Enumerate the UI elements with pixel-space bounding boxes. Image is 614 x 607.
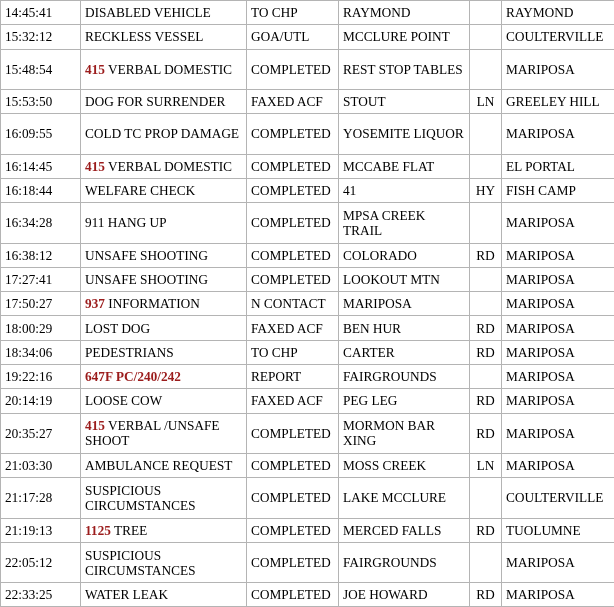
city-cell <box>502 25 614 49</box>
city-text: MARIPOSA <box>506 344 575 360</box>
incident-text: VERBAL /UNSAFE SHOOT <box>85 418 220 449</box>
status-cell <box>247 267 339 291</box>
status-text: FAXED ACF <box>251 393 323 409</box>
time-cell <box>1 89 81 113</box>
street-type-cell <box>470 389 502 413</box>
city-text: MARIPOSA <box>506 555 575 571</box>
street-type-cell <box>470 203 502 243</box>
street-type-text: RD <box>476 522 495 538</box>
location-cell <box>339 478 470 518</box>
status-cell <box>247 340 339 364</box>
location-cell <box>339 389 470 413</box>
incident-cell <box>81 389 247 413</box>
location-text: MOSS CREEK <box>343 458 427 474</box>
location-cell <box>339 583 470 607</box>
time-cell <box>1 49 81 89</box>
status-cell <box>247 454 339 478</box>
city-cell <box>502 243 614 267</box>
incident-code: 415 <box>85 61 105 77</box>
city-cell <box>502 542 614 582</box>
table-row <box>1 413 614 453</box>
table-row <box>1 389 614 413</box>
status-cell <box>247 154 339 178</box>
incident-text: AMBULANCE REQUEST <box>85 458 233 474</box>
city-cell <box>502 478 614 518</box>
time-cell <box>1 178 81 202</box>
time-cell <box>1 292 81 316</box>
city-cell <box>502 316 614 340</box>
status-text: COMPLETED <box>251 587 331 603</box>
street-type-cell <box>470 340 502 364</box>
incident-cell <box>81 178 247 202</box>
city-text: COULTERVILLE <box>506 29 604 45</box>
incident-cell <box>81 413 247 453</box>
location-text: PEG LEG <box>343 393 398 409</box>
incident-text: PEDESTRIANS <box>85 344 174 360</box>
time-text: 17:50:27 <box>5 296 53 312</box>
incident-text: RECKLESS VESSEL <box>85 29 204 45</box>
street-type-cell <box>470 89 502 113</box>
location-text: LOOKOUT MTN <box>343 272 440 288</box>
street-type-text: RD <box>476 425 495 441</box>
location-text: MCCABE FLAT <box>343 158 435 174</box>
city-text: FISH CAMP <box>506 183 576 199</box>
street-type-cell <box>470 154 502 178</box>
time-cell <box>1 518 81 542</box>
location-cell <box>339 413 470 453</box>
location-text: YOSEMITE LIQUOR <box>343 126 464 142</box>
table-row <box>1 203 614 243</box>
location-cell <box>339 89 470 113</box>
status-cell <box>247 89 339 113</box>
location-text: MPSA CREEK TRAIL <box>343 207 426 238</box>
incident-cell <box>81 203 247 243</box>
incident-text: LOST DOG <box>85 320 151 336</box>
street-type-cell <box>470 365 502 389</box>
time-cell <box>1 203 81 243</box>
city-text: MARIPOSA <box>506 215 575 231</box>
city-cell <box>502 89 614 113</box>
location-cell <box>339 178 470 202</box>
incident-cell <box>81 583 247 607</box>
city-text: MARIPOSA <box>506 587 575 603</box>
incident-text: LOOSE COW <box>85 393 163 409</box>
location-cell <box>339 292 470 316</box>
city-text: MARIPOSA <box>506 272 575 288</box>
table-row <box>1 89 614 113</box>
table-row <box>1 583 614 607</box>
city-text: GREELEY HILL <box>506 94 600 110</box>
city-text: RAYMOND <box>506 5 574 21</box>
status-text: COMPLETED <box>251 183 331 199</box>
city-cell <box>502 203 614 243</box>
location-text: BEN HUR <box>343 320 401 336</box>
incident-cell <box>81 49 247 89</box>
street-type-cell <box>470 114 502 154</box>
incident-text: WELFARE CHECK <box>85 183 196 199</box>
status-text: COMPLETED <box>251 490 331 506</box>
time-text: 21:17:28 <box>5 490 53 506</box>
location-text: LAKE MCCLURE <box>343 490 447 506</box>
incident-text: SUSPICIOUS CIRCUMSTANCES <box>85 547 196 578</box>
time-cell <box>1 389 81 413</box>
incident-cell <box>81 542 247 582</box>
time-cell <box>1 340 81 364</box>
status-cell <box>247 25 339 49</box>
city-text: MARIPOSA <box>506 61 575 77</box>
time-text: 22:33:25 <box>5 587 53 603</box>
status-text: TO CHP <box>251 5 298 21</box>
location-cell <box>339 542 470 582</box>
location-cell <box>339 316 470 340</box>
location-cell <box>339 203 470 243</box>
city-cell <box>502 583 614 607</box>
city-cell <box>502 1 614 25</box>
status-cell <box>247 203 339 243</box>
time-cell <box>1 1 81 25</box>
time-text: 16:14:45 <box>5 158 53 174</box>
status-text: COMPLETED <box>251 247 331 263</box>
location-cell <box>339 25 470 49</box>
incident-code: 937 <box>85 296 105 312</box>
time-text: 15:53:50 <box>5 94 53 110</box>
city-cell <box>502 518 614 542</box>
time-cell <box>1 267 81 291</box>
status-cell <box>247 316 339 340</box>
table-row <box>1 154 614 178</box>
incident-text: VERBAL DOMESTIC <box>108 158 233 174</box>
city-text: MARIPOSA <box>506 320 575 336</box>
street-type-cell <box>470 292 502 316</box>
time-cell <box>1 25 81 49</box>
city-text: COULTERVILLE <box>506 490 604 506</box>
status-text: COMPLETED <box>251 158 331 174</box>
incident-text: TREE <box>113 522 148 538</box>
city-cell <box>502 292 614 316</box>
location-cell <box>339 49 470 89</box>
incident-code: 1125 <box>85 522 111 538</box>
location-cell <box>339 267 470 291</box>
incident-log-body <box>1 1 614 607</box>
incident-text: UNSAFE SHOOTING <box>85 272 209 288</box>
city-cell <box>502 413 614 453</box>
time-text: 16:34:28 <box>5 215 53 231</box>
city-text: MARIPOSA <box>506 296 575 312</box>
status-cell <box>247 478 339 518</box>
incident-cell <box>81 454 247 478</box>
location-text: RAYMOND <box>343 5 411 21</box>
time-cell <box>1 413 81 453</box>
incident-code: 415 <box>85 418 105 434</box>
time-cell <box>1 365 81 389</box>
incident-cell <box>81 365 247 389</box>
city-cell <box>502 49 614 89</box>
table-row <box>1 454 614 478</box>
location-text: 41 <box>343 183 357 199</box>
table-row <box>1 518 614 542</box>
status-cell <box>247 178 339 202</box>
table-row <box>1 178 614 202</box>
status-cell <box>247 413 339 453</box>
time-text: 22:05:12 <box>5 555 53 571</box>
location-text: MERCED FALLS <box>343 522 442 538</box>
street-type-cell <box>470 267 502 291</box>
incident-text: COLD TC PROP DAMAGE <box>85 126 240 142</box>
location-text: MARIPOSA <box>343 296 412 312</box>
time-text: 16:18:44 <box>5 183 53 199</box>
location-text: MORMON BAR XING <box>343 418 435 449</box>
time-text: 19:22:16 <box>5 369 53 385</box>
location-cell <box>339 243 470 267</box>
incident-text: VERBAL DOMESTIC <box>108 61 233 77</box>
status-text: COMPLETED <box>251 215 331 231</box>
status-cell <box>247 114 339 154</box>
incident-cell <box>81 154 247 178</box>
location-text: FAIRGROUNDS <box>343 555 437 571</box>
street-type-cell <box>470 454 502 478</box>
location-cell <box>339 1 470 25</box>
status-cell <box>247 292 339 316</box>
city-cell <box>502 114 614 154</box>
location-text: MCCLURE POINT <box>343 29 450 45</box>
location-cell <box>339 114 470 154</box>
street-type-text: RD <box>476 587 495 603</box>
incident-cell <box>81 292 247 316</box>
location-text: STOUT <box>343 94 386 110</box>
time-cell <box>1 316 81 340</box>
status-text: COMPLETED <box>251 272 331 288</box>
incident-cell <box>81 518 247 542</box>
status-cell <box>247 583 339 607</box>
incident-text: WATER LEAK <box>85 587 169 603</box>
time-text: 20:35:27 <box>5 425 53 441</box>
location-text: CARTER <box>343 344 395 360</box>
status-text: COMPLETED <box>251 458 331 474</box>
status-cell <box>247 1 339 25</box>
status-cell <box>247 49 339 89</box>
city-cell <box>502 267 614 291</box>
time-text: 14:45:41 <box>5 5 53 21</box>
city-text: EL PORTAL <box>506 158 575 174</box>
incident-cell <box>81 25 247 49</box>
table-row <box>1 114 614 154</box>
time-cell <box>1 154 81 178</box>
street-type-text: RD <box>476 320 495 336</box>
city-text: TUOLUMNE <box>506 522 581 538</box>
street-type-cell <box>470 178 502 202</box>
street-type-text: RD <box>476 393 495 409</box>
time-text: 18:00:29 <box>5 320 53 336</box>
time-text: 21:19:13 <box>5 522 53 538</box>
street-type-cell <box>470 25 502 49</box>
incident-text: INFORMATION <box>108 296 200 312</box>
street-type-cell <box>470 518 502 542</box>
incident-cell <box>81 316 247 340</box>
table-row <box>1 25 614 49</box>
city-cell <box>502 365 614 389</box>
location-cell <box>339 454 470 478</box>
status-cell <box>247 389 339 413</box>
status-text: GOA/UTL <box>251 29 310 45</box>
status-cell <box>247 243 339 267</box>
table-row <box>1 243 614 267</box>
street-type-cell <box>470 243 502 267</box>
status-text: N CONTACT <box>251 296 326 312</box>
time-text: 15:32:12 <box>5 29 53 45</box>
table-row <box>1 542 614 582</box>
incident-code: 415 <box>85 158 105 174</box>
incident-cell <box>81 114 247 154</box>
incident-cell <box>81 243 247 267</box>
city-text: MARIPOSA <box>506 369 575 385</box>
street-type-cell <box>470 413 502 453</box>
time-cell <box>1 542 81 582</box>
table-row <box>1 478 614 518</box>
incident-cell <box>81 89 247 113</box>
city-text: MARIPOSA <box>506 247 575 263</box>
status-cell <box>247 365 339 389</box>
table-row <box>1 316 614 340</box>
table-row <box>1 292 614 316</box>
location-cell <box>339 365 470 389</box>
time-text: 20:14:19 <box>5 393 53 409</box>
time-text: 16:09:55 <box>5 126 53 142</box>
street-type-cell <box>470 316 502 340</box>
incident-text: UNSAFE SHOOTING <box>85 247 209 263</box>
status-text: COMPLETED <box>251 126 331 142</box>
status-text: COMPLETED <box>251 61 331 77</box>
city-text: MARIPOSA <box>506 126 575 142</box>
time-cell <box>1 114 81 154</box>
incident-cell <box>81 340 247 364</box>
status-text: REPORT <box>251 369 302 385</box>
location-cell <box>339 154 470 178</box>
street-type-text: RD <box>476 247 495 263</box>
incident-text: DISABLED VEHICLE <box>85 5 211 21</box>
status-cell <box>247 542 339 582</box>
time-text: 18:34:06 <box>5 344 53 360</box>
time-text: 15:48:54 <box>5 61 53 77</box>
status-text: TO CHP <box>251 344 298 360</box>
city-cell <box>502 340 614 364</box>
time-text: 21:03:30 <box>5 458 53 474</box>
location-text: FAIRGROUNDS <box>343 369 437 385</box>
status-text: COMPLETED <box>251 425 331 441</box>
table-row <box>1 267 614 291</box>
city-text: MARIPOSA <box>506 425 575 441</box>
street-type-cell <box>470 583 502 607</box>
city-text: MARIPOSA <box>506 393 575 409</box>
incident-cell <box>81 267 247 291</box>
street-type-text: LN <box>476 458 495 474</box>
incident-cell <box>81 1 247 25</box>
table-row <box>1 365 614 389</box>
time-text: 16:38:12 <box>5 247 53 263</box>
status-cell <box>247 518 339 542</box>
table-row <box>1 49 614 89</box>
incident-text: DOG FOR SURRENDER <box>85 94 226 110</box>
street-type-text: LN <box>476 94 495 110</box>
street-type-text: RD <box>476 344 495 360</box>
location-cell <box>339 340 470 364</box>
location-text: JOE HOWARD <box>343 587 428 603</box>
street-type-cell <box>470 49 502 89</box>
street-type-cell <box>470 542 502 582</box>
location-text: COLORADO <box>343 247 417 263</box>
street-type-cell <box>470 1 502 25</box>
incident-cell <box>81 478 247 518</box>
location-text: REST STOP TABLES <box>343 61 463 77</box>
time-cell <box>1 478 81 518</box>
city-cell <box>502 178 614 202</box>
incident-text: 911 HANG UP <box>85 215 167 231</box>
status-text: COMPLETED <box>251 522 331 538</box>
time-cell <box>1 583 81 607</box>
time-cell <box>1 454 81 478</box>
city-cell <box>502 389 614 413</box>
incident-code: 647F PC/240/242 <box>85 369 181 385</box>
status-text: COMPLETED <box>251 555 331 571</box>
table-row <box>1 340 614 364</box>
status-text: FAXED ACF <box>251 94 323 110</box>
location-cell <box>339 518 470 542</box>
table-row <box>1 1 614 25</box>
street-type-cell <box>470 478 502 518</box>
city-cell <box>502 154 614 178</box>
time-cell <box>1 243 81 267</box>
street-type-text: HY <box>475 183 496 199</box>
city-cell <box>502 454 614 478</box>
city-text: MARIPOSA <box>506 458 575 474</box>
incident-text: SUSPICIOUS CIRCUMSTANCES <box>85 482 196 513</box>
time-text: 17:27:41 <box>5 272 53 288</box>
status-text: FAXED ACF <box>251 320 323 336</box>
